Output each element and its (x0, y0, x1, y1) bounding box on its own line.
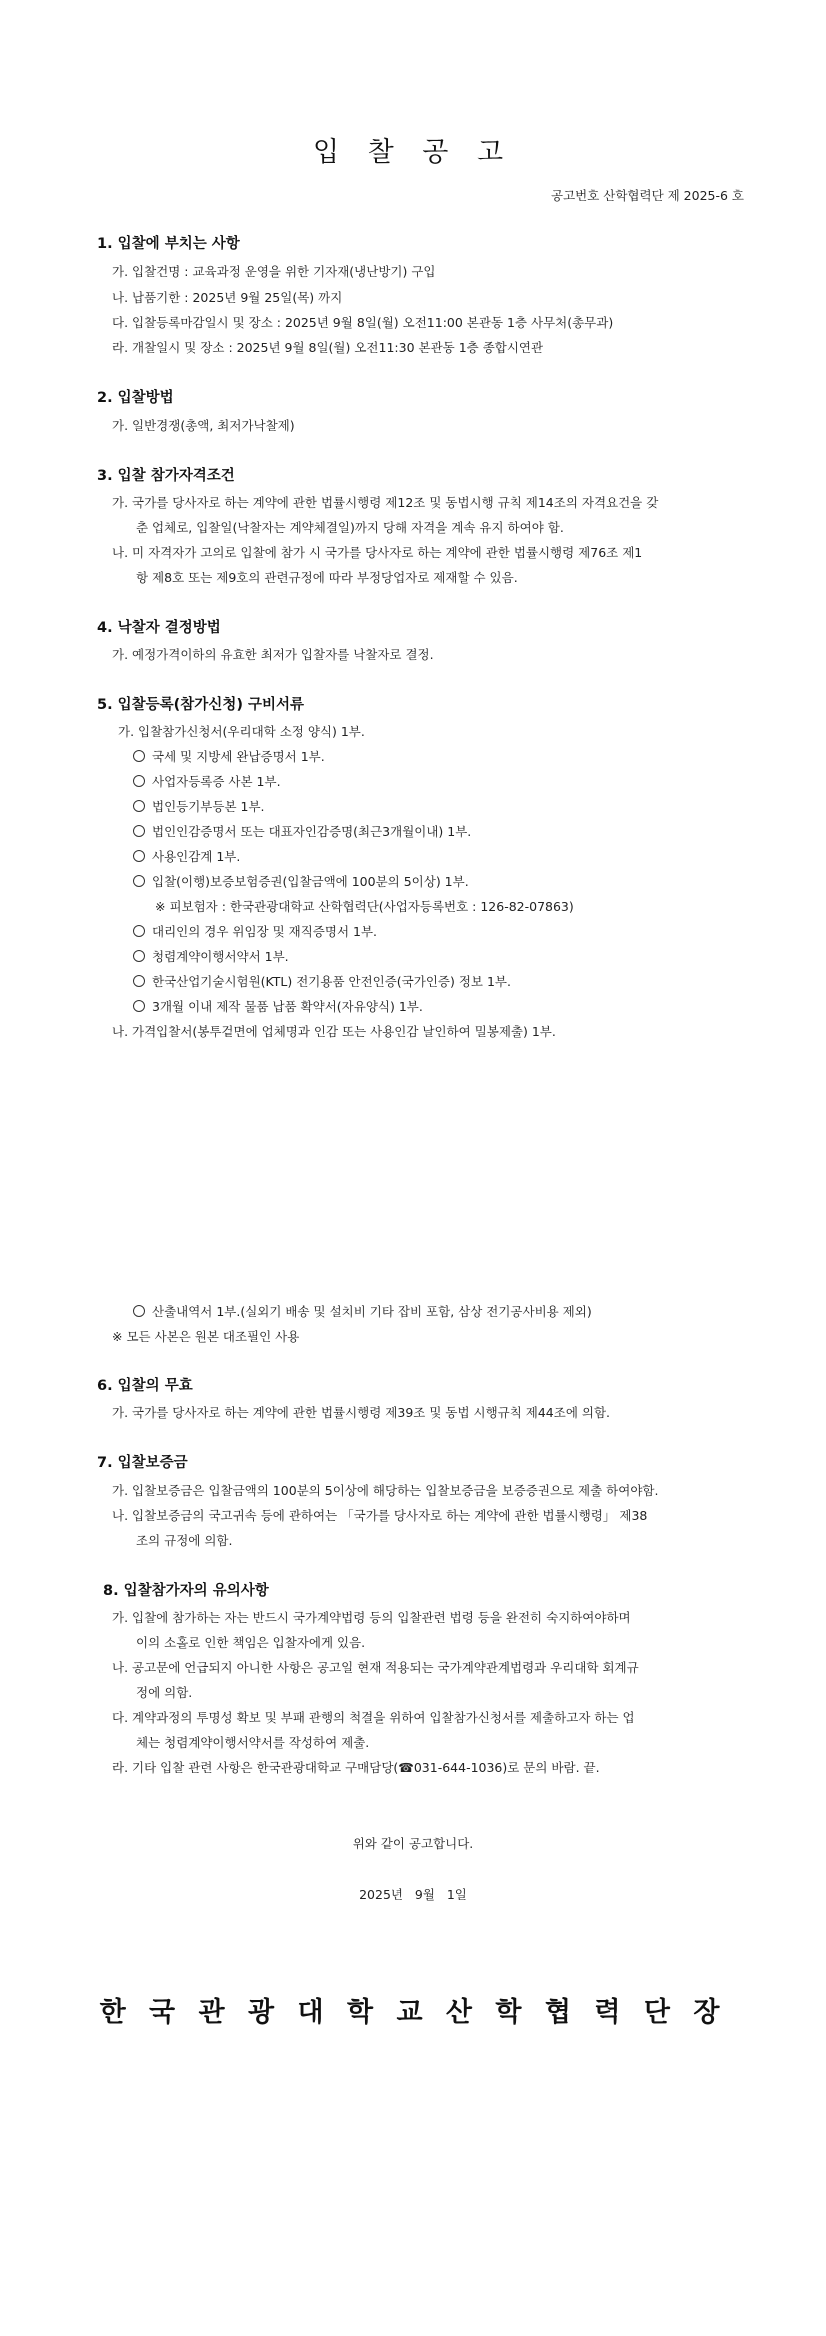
circle-bullet-icon (133, 925, 145, 937)
section3-heading: 3. 입찰 참가자격조건 (97, 468, 235, 484)
section7-item: 가. 입찰보증금은 입찰금액의 100분의 5이상에 해당하는 입찰보증금을 보증증권으로 제출 하여야함. (112, 1483, 659, 1498)
required-doc-item: 3개월 이내 제작 물품 납품 확약서(자유양식) 1부. (133, 998, 423, 1016)
required-doc-item: 한국산업기술시험원(KTL) 전기용품 안전인증(국가인증) 정보 1부. (133, 973, 511, 991)
section2-item: 가. 일반경쟁(총액, 최저가낙찰제) (112, 418, 295, 433)
required-doc-item: 청렴계약이행서약서 1부. (133, 948, 289, 966)
section5-item-ga: 가. 입찰참가신청서(우리대학 소정 양식) 1부. (118, 724, 365, 739)
section8-item-cont: 정에 의함. (136, 1685, 193, 1700)
section8-item: 나. 공고문에 언급되지 아니한 사항은 공고일 현재 적용되는 국가계약관계법령과 우리대학 회계규 (112, 1660, 639, 1675)
circle-bullet-icon (133, 1305, 145, 1317)
section1-item: 다. 입찰등록마감일시 및 장소 : 2025년 9월 8일(월) 오전11:00 본관동 1층 사무처(총무과) (112, 315, 614, 330)
required-doc-item: 사업자등록증 사본 1부. (133, 773, 281, 791)
section8-item: 라. 기타 입찰 관련 사항은 한국관광대학교 구매담당(☎031-644-1036)로 문의 바람. 끝. (112, 1760, 600, 1775)
breakdown-item: 산출내역서 1부.(실외기 배송 및 설치비 기타 잡비 포함, 삼상 전기공사비용 제외) (133, 1303, 592, 1321)
section8-item: 가. 입찰에 참가하는 자는 반드시 국가계약법령 등의 입찰관련 법령 등을 완전히 숙지하여야하며 (112, 1610, 631, 1625)
required-doc-item: 대리인의 경우 위임장 및 재직증명서 1부. (133, 923, 377, 941)
section7-heading: 7. 입찰보증금 (97, 1455, 188, 1471)
section3-item: 가. 국가를 당사자로 하는 계약에 관한 법률시행령 제12조 및 동법시행 규칙 제14조의 자격요건을 갖 (112, 495, 659, 510)
issuer-signature: 한 국 관 광 대 학 교 산 학 협 력 단 장 (99, 1997, 727, 2028)
section5-heading: 5. 입찰등록(참가신청) 구비서류 (97, 697, 305, 713)
circle-bullet-icon (133, 950, 145, 962)
required-doc-item: 입찰(이행)보증보험증권(입찰금액에 100분의 5이상) 1부. (133, 873, 469, 891)
section3-item: 나. 미 자격자가 고의로 입찰에 참가 시 국가를 당사자로 하는 계약에 관한 법률시행령 제76조 제1 (112, 545, 643, 560)
required-doc-item: 법인등기부등본 1부. (133, 798, 265, 816)
insured-note: ※ 피보험자 : 한국관광대학교 산학협력단(사업자등록번호 : 126-82-07863) (155, 899, 574, 914)
section6-item: 가. 국가를 당사자로 하는 계약에 관한 법률시행령 제39조 및 동법 시행규칙 제44조에 의함. (112, 1405, 610, 1420)
section8-item-cont: 이의 소홀로 인한 책임은 입찰자에게 있음. (136, 1635, 366, 1650)
required-doc-item: 국세 및 지방세 완납증명서 1부. (133, 748, 325, 766)
section3-item-cont: 춘 업체로, 입찰일(낙찰자는 계약체결일)까지 당해 자격을 계속 유지 하여야 함. (136, 520, 564, 535)
section8-item-cont: 체는 청렴계약이행서약서를 작성하여 제출. (136, 1735, 370, 1750)
section8-item: 다. 계약과정의 투명성 확보 및 부패 관행의 척결을 위하여 입찰참가신청서를 제출하고자 하는 업 (112, 1710, 635, 1725)
section1-heading: 1. 입찰에 부치는 사항 (97, 236, 240, 252)
section3-item-cont: 항 제8호 또는 제9호의 관련규정에 따라 부정당업자로 제재할 수 있음. (136, 570, 518, 585)
circle-bullet-icon (133, 750, 145, 762)
section5-item-na: 나. 가격입찰서(봉투겉면에 업체명과 인감 또는 사용인감 날인하여 밀봉제출) 1부. (112, 1024, 556, 1039)
section1-item: 나. 납품기한 : 2025년 9월 25일(목) 까지 (112, 290, 343, 305)
circle-bullet-icon (133, 825, 145, 837)
section6-heading: 6. 입찰의 무효 (97, 1378, 193, 1394)
circle-bullet-icon (133, 975, 145, 987)
required-doc-item: 사용인감계 1부. (133, 848, 240, 866)
section7-item: 나. 입찰보증금의 국고귀속 등에 관하여는 「국가를 당사자로 하는 계약에 관한 법률시행령」 제38 (112, 1508, 648, 1523)
section1-item: 가. 입찰건명 : 교육과정 운영을 위한 기자재(냉난방기) 구입 (112, 264, 436, 279)
section7-item-cont: 조의 규정에 의함. (136, 1533, 233, 1548)
notice-number: 공고번호 산학협력단 제 2025-6 호 (551, 188, 744, 203)
section4-item: 가. 예정가격이하의 유효한 최저가 입찰자를 낙찰자로 결정. (112, 647, 434, 662)
circle-bullet-icon (133, 775, 145, 787)
section2-heading: 2. 입찰방법 (97, 390, 174, 406)
section1-item: 라. 개찰일시 및 장소 : 2025년 9월 8일(월) 오전11:30 본관동 1층 종합시연관 (112, 340, 544, 355)
section8-heading: 8. 입찰참가자의 유의사항 (103, 1583, 269, 1599)
notice-date: 2025년 9월 1일 (359, 1887, 467, 1902)
copy-note: ※ 모든 사본은 원본 대조필인 사용 (112, 1329, 300, 1344)
required-doc-item: 법인인감증명서 또는 대표자인감증명(최근3개월이내) 1부. (133, 823, 471, 841)
circle-bullet-icon (133, 875, 145, 887)
closing-text: 위와 같이 공고합니다. (352, 1836, 474, 1851)
circle-bullet-icon (133, 1000, 145, 1012)
section4-heading: 4. 낙찰자 결정방법 (97, 620, 221, 636)
document-title: 입 찰 공 고 (312, 137, 514, 168)
circle-bullet-icon (133, 800, 145, 812)
circle-bullet-icon (133, 850, 145, 862)
